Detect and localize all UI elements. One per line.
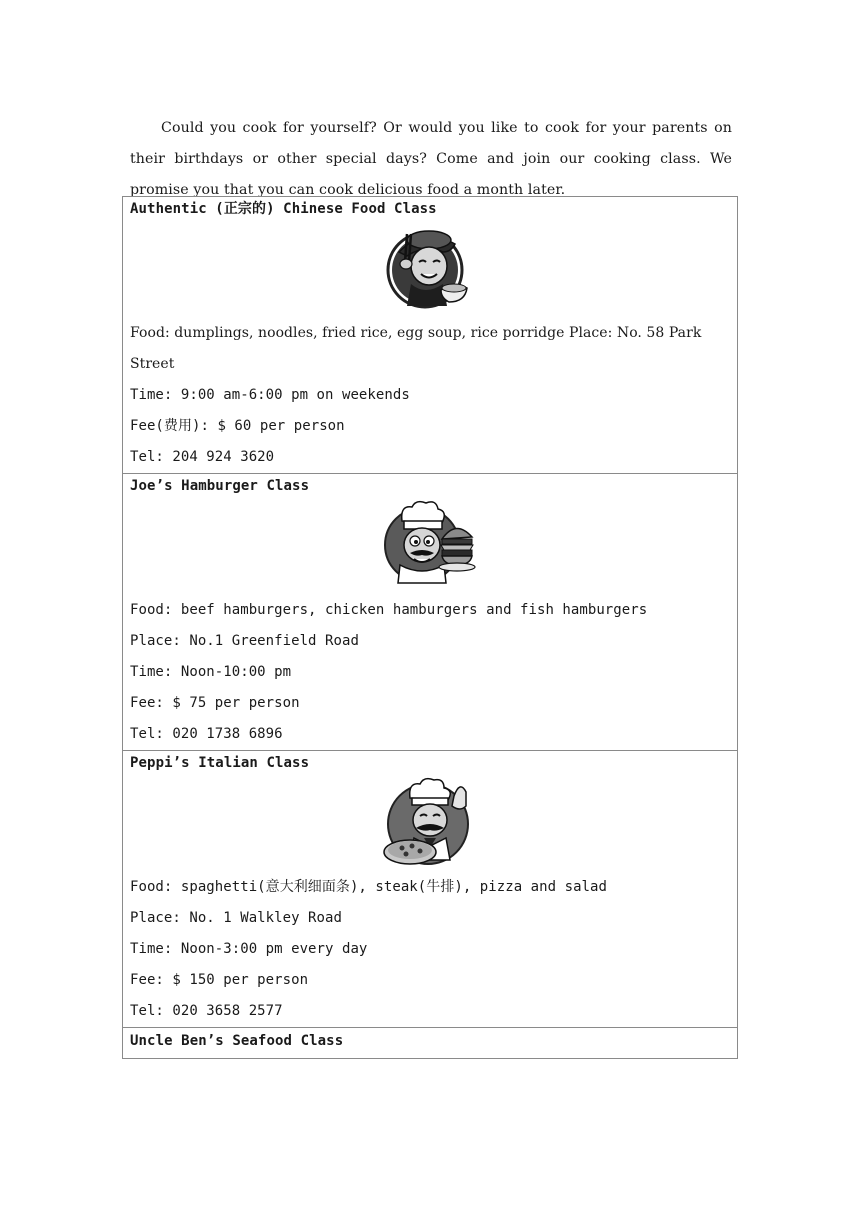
class-image-wrap xyxy=(130,498,730,595)
class-fee: Fee: $ 150 per person xyxy=(130,972,309,988)
class-info xyxy=(130,872,730,1027)
class-row-italian xyxy=(123,751,738,1028)
class-fee: Fee: $ 75 per person xyxy=(130,695,300,711)
class-tel: Tel: 020 1738 6896 xyxy=(130,726,283,742)
class-fee: Fee(费用): $ 60 per person xyxy=(130,418,345,434)
class-image-wrap xyxy=(130,775,730,872)
class-tel: Tel: 020 3658 2577 xyxy=(130,1003,283,1019)
class-title: Uncle Ben’s Seafood Class xyxy=(130,1033,344,1049)
class-time: Time: Noon-3:00 pm every day xyxy=(130,941,368,957)
class-cell-seafood xyxy=(123,1028,738,1059)
class-time: Time: Noon-10:00 pm xyxy=(130,664,292,680)
class-row-seafood xyxy=(123,1028,738,1059)
class-food: Food: dumplings, noodles, fried rice, egg soup, rice porridge Place: No. 58 Park Street xyxy=(130,325,702,372)
hamburger-chef-icon xyxy=(380,499,480,587)
class-cell-chinese xyxy=(123,197,738,474)
class-food: Food: beef hamburgers, chicken hamburgers and fish hamburgers xyxy=(130,602,648,618)
class-info xyxy=(130,595,730,750)
cooking-classes-table xyxy=(122,196,738,1059)
intro-paragraph: Could you cook for yourself? Or would you like to cook for your parents on their birthdays or other special days? Come and join our cooking class. We promise you that you can cook delicious food a month later. xyxy=(130,120,732,199)
italian-chef-icon xyxy=(380,776,480,868)
class-place: Place: No.1 Greenfield Road xyxy=(130,633,359,649)
class-tel: Tel: 204 924 3620 xyxy=(130,449,275,465)
class-place: Place: No. 1 Walkley Road xyxy=(130,910,342,926)
class-title: Authentic (正宗的) Chinese Food Class xyxy=(130,201,437,217)
class-cell-italian xyxy=(123,751,738,1028)
class-time: Time: 9:00 am-6:00 pm on weekends xyxy=(130,387,410,403)
class-row-chinese xyxy=(123,197,738,474)
class-cell-hamburger xyxy=(123,474,738,751)
class-row-hamburger xyxy=(123,474,738,751)
class-title: Peppi’s Italian Class xyxy=(130,755,310,771)
chinese-chef-icon xyxy=(385,222,475,314)
class-image-wrap xyxy=(130,221,730,318)
class-food: Food: spaghetti(意大利细面条), steak(牛排), pizza and salad xyxy=(130,879,607,895)
class-info xyxy=(130,318,730,473)
class-title: Joe’s Hamburger Class xyxy=(130,478,310,494)
